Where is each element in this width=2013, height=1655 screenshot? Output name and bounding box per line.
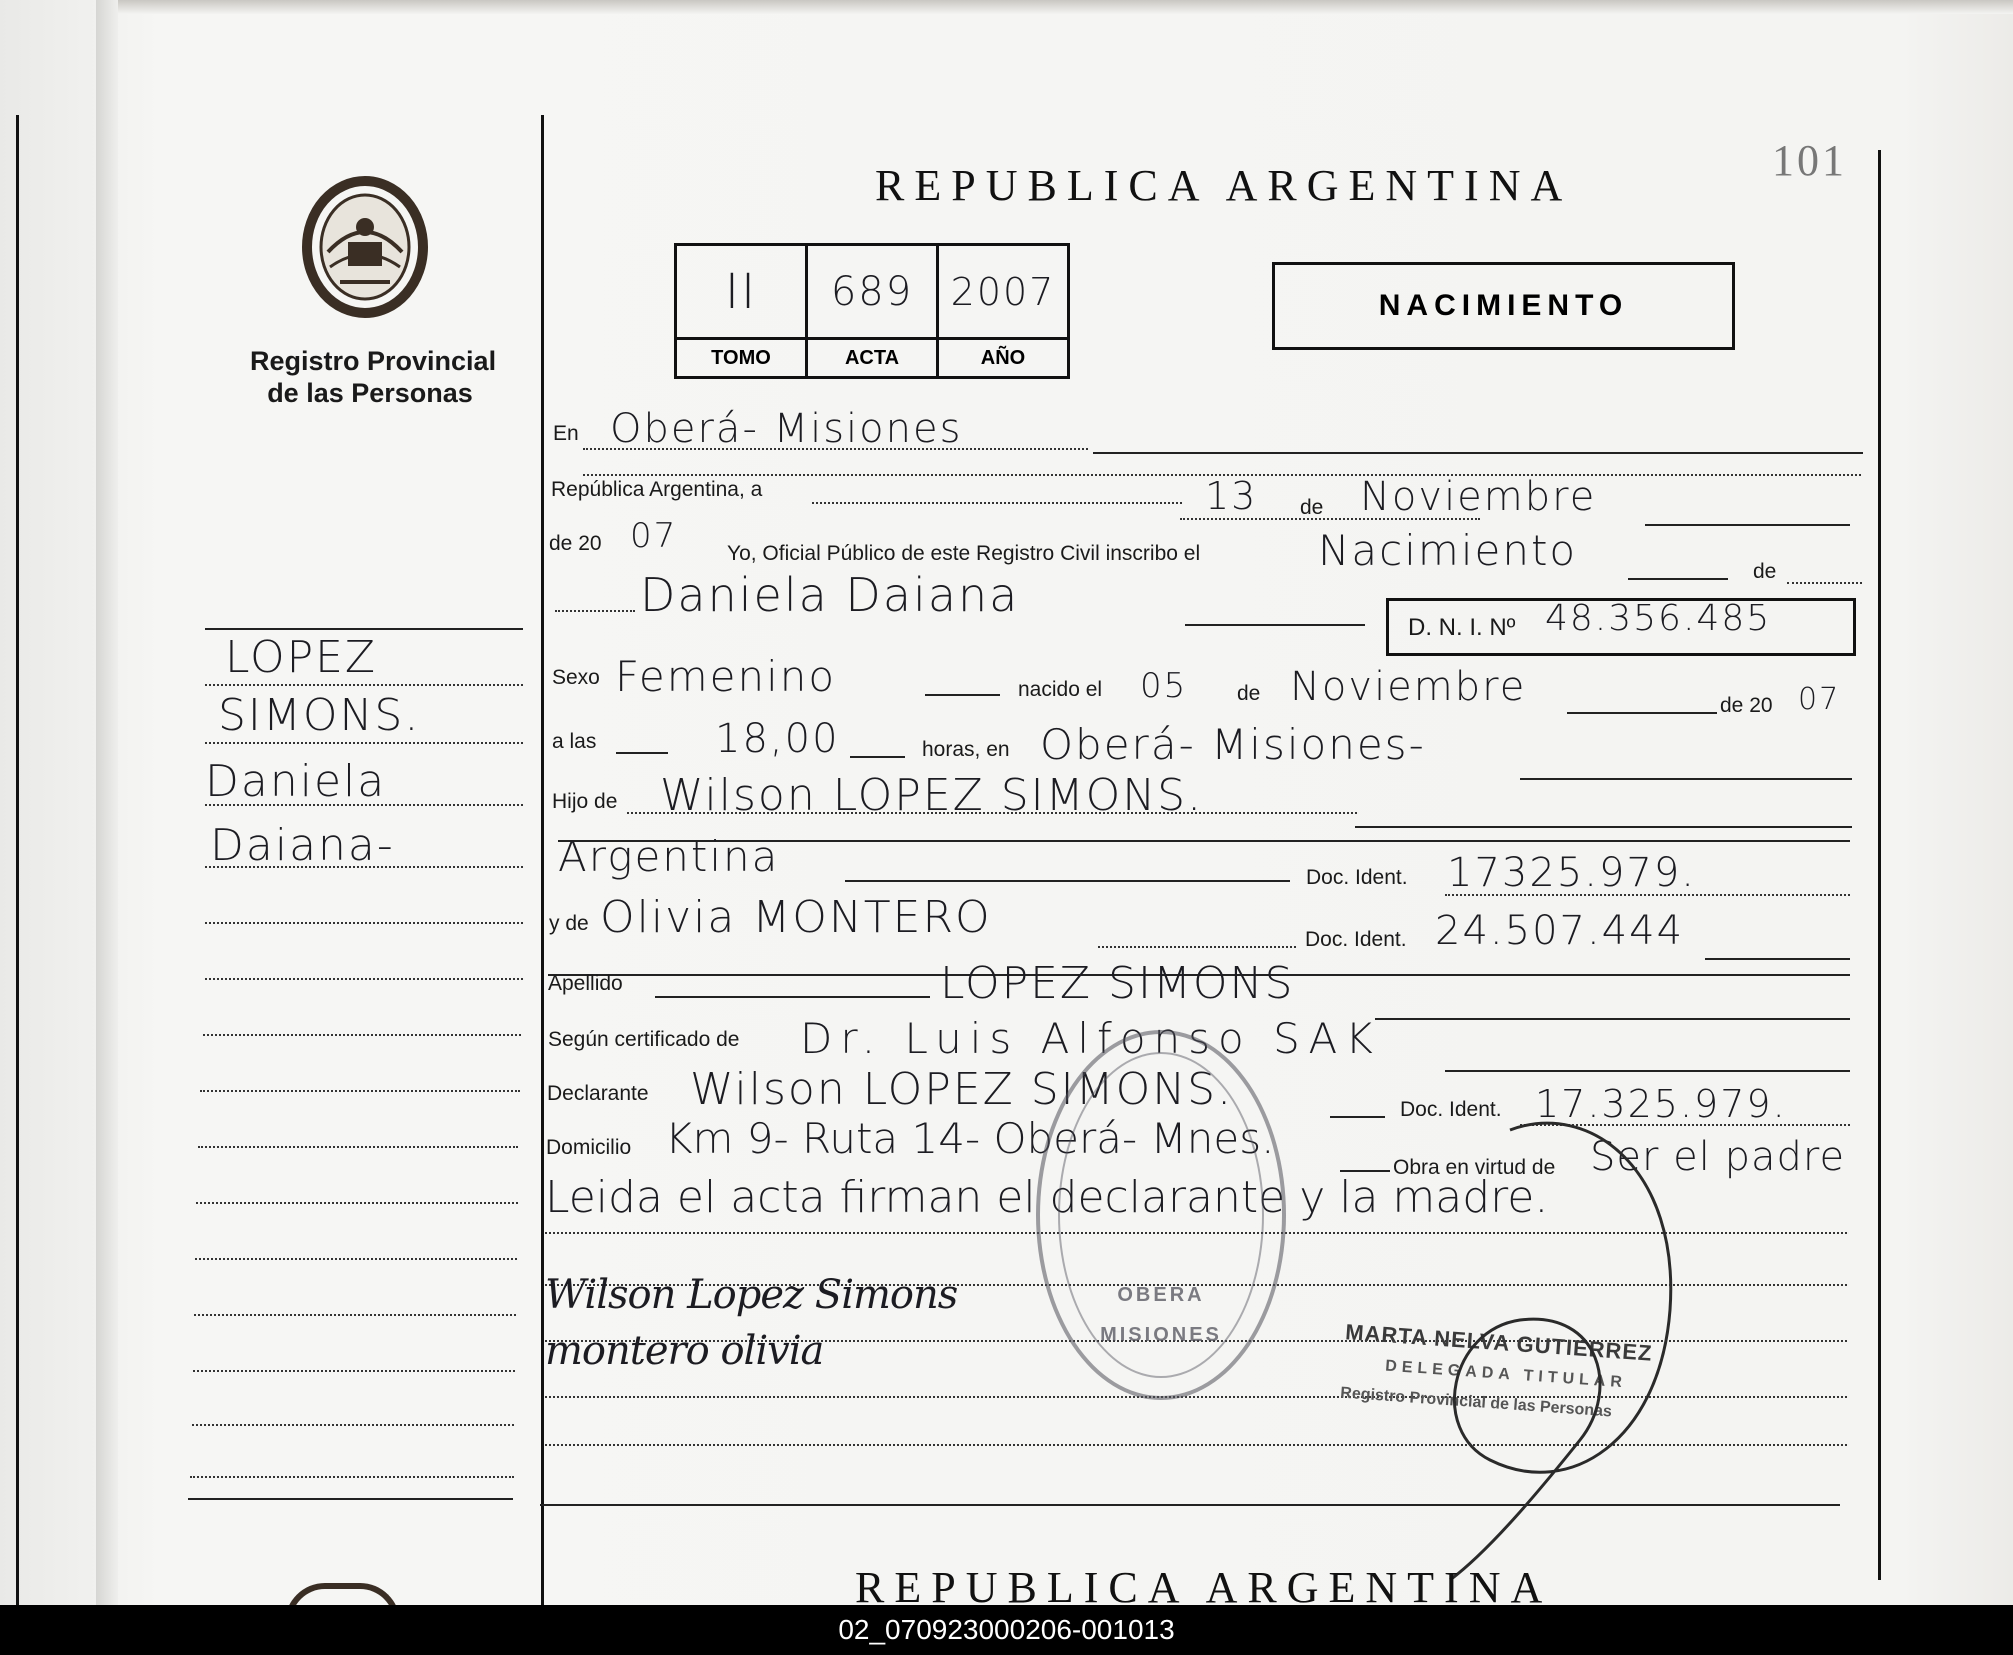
apellido-value: LOPEZ SIMONS <box>940 958 1295 1009</box>
month-dotline <box>1180 518 1480 520</box>
margin-dotline-1 <box>205 684 523 686</box>
record-type-box <box>1272 262 1735 350</box>
en-label: En <box>553 422 579 445</box>
margin-column-divider <box>541 115 544 1605</box>
official-title-stamp: DELEGADA TITULAR <box>1384 1357 1628 1392</box>
page-top-shadow <box>118 0 2013 14</box>
leida-value: Leida el acta firman el declarante y la madre. <box>545 1172 1549 1223</box>
nombre-solidline <box>1185 624 1365 626</box>
alas-label: a las <box>552 730 597 753</box>
margin-dotline-8 <box>200 1090 520 1092</box>
hijo-label: Hijo de <box>552 790 618 813</box>
horas-en-label: horas, en <box>922 738 1010 761</box>
nacido-month-solidline <box>1567 712 1717 714</box>
left-page-edge-line <box>16 115 19 1605</box>
padre-dotline <box>627 812 1357 814</box>
nacido-label: nacido el <box>1018 678 1103 701</box>
margin-dotline-7 <box>203 1034 521 1036</box>
official-name-stamp: MARTA NELVA GUTIERREZ <box>1344 1319 1654 1366</box>
bottom-seal-logo-partial <box>285 1583 400 1605</box>
nacido-day: 05 <box>1140 666 1188 706</box>
month-value: Noviembre <box>1360 474 1597 520</box>
margin-dotline-4 <box>205 866 523 868</box>
record-type-label: NACIMIENTO <box>1378 289 1629 322</box>
domicilio-value: Km 9- Ruta 14- Oberá- Mnes. <box>665 1114 1275 1163</box>
nacido-year: 07 <box>1798 682 1841 717</box>
apellido-label: Apellido <box>548 972 623 995</box>
margin-dotline-13 <box>193 1370 515 1372</box>
acta-value: 689 <box>830 268 914 315</box>
round-stamp-city: OBERA <box>1117 1284 1205 1306</box>
madre-doc-solidline <box>1705 958 1850 960</box>
padre-nacionalidad: Argentina <box>558 832 780 881</box>
acta-label: ACTA <box>844 346 900 369</box>
de-dotline-2 <box>1787 582 1862 584</box>
hora-value: 18,00 <box>715 716 840 762</box>
dni-label: D. N. I. Nº <box>1408 614 1516 641</box>
year-value: 07 <box>630 516 678 556</box>
padre-solidline <box>1355 826 1852 828</box>
nacido-month: Noviembre <box>1290 664 1527 710</box>
madre-doc-value: 24.507.444 <box>1435 908 1685 954</box>
nombre-value: Daniela Daiana <box>640 568 1020 622</box>
margin-line-3: Daniela <box>205 756 387 807</box>
margin-bottom-line <box>188 1498 513 1500</box>
month-solidline <box>1645 524 1850 526</box>
record-number-box <box>674 243 1070 379</box>
obra-value: Ser el padre <box>1590 1134 1846 1180</box>
yde-label: y de <box>549 912 589 935</box>
doc-ident-label-1: Doc. Ident. <box>1306 866 1408 889</box>
republica-label: República Argentina, a <box>551 478 763 501</box>
en-dotline <box>583 448 1088 450</box>
de-label-2: de <box>1753 560 1777 583</box>
margin-dotline-12 <box>194 1314 516 1316</box>
doc-ident-label-3: Doc. Ident. <box>1400 1098 1502 1121</box>
domicilio-label: Domicilio <box>546 1136 632 1159</box>
margin-dotline-2 <box>205 742 523 744</box>
registry-name-line1: Registro Provincial <box>250 346 497 376</box>
margin-dotline-11 <box>195 1258 517 1260</box>
padre-value: Wilson LOPEZ SIMONS. <box>660 770 1204 821</box>
margin-dotline-6 <box>205 978 523 980</box>
medico-solidline <box>1445 1070 1850 1072</box>
official-org-stamp: Registro Provincial de las Personas <box>1339 1384 1613 1421</box>
tomo-value: II <box>724 263 758 320</box>
nac-solidline <box>845 880 1290 882</box>
anio-value: 2007 <box>950 269 1056 314</box>
lugar-solidline <box>1520 778 1852 780</box>
yo-oficial-label: Yo, Oficial Público de este Registro Civil inscribo el <box>727 542 1201 565</box>
margin-line-4: Daiana- <box>210 820 395 871</box>
sexo-value: Femenino <box>615 652 837 701</box>
signature-father: Wilson Lopez Simons <box>545 1272 958 1318</box>
lugar-value: Oberá- Misiones- <box>1040 720 1426 769</box>
de20-label-2: de 20 <box>1720 694 1773 717</box>
margin-line-1: LOPEZ <box>225 632 378 683</box>
registrar-signature-loop <box>1430 1110 1710 1590</box>
medico-value: Dr. Luis Alfonso SAK <box>800 1014 1381 1063</box>
segun-label: Según certificado de <box>548 1028 740 1051</box>
margin-dotline-3 <box>205 804 523 806</box>
declarante-value: Wilson LOPEZ SIMONS. <box>690 1064 1234 1115</box>
alas-solidline <box>616 752 668 754</box>
round-official-stamp <box>1036 1030 1286 1400</box>
en-solidline <box>1093 452 1863 454</box>
registry-name-line2: de las Personas <box>267 378 473 408</box>
page-number: 101 <box>1772 136 1847 185</box>
inscribo-solidline <box>1628 578 1728 580</box>
padre-doc-value: 17325.979. <box>1447 850 1697 896</box>
de20-label: de 20 <box>549 532 602 555</box>
anio-label: AÑO <box>980 346 1026 369</box>
country-title: REPUBLICA ARGENTINA <box>875 161 1573 210</box>
inscribo-value: Nacimiento <box>1318 526 1578 575</box>
madre-value: Olivia MONTERO <box>600 892 992 943</box>
sexo-solidline <box>925 694 1000 696</box>
margin-line-2: SIMONS. <box>218 690 421 741</box>
sexo-label: Sexo <box>552 666 600 689</box>
doc-ident-label-2: Doc. Ident. <box>1305 928 1407 951</box>
province-seal-logo <box>300 172 430 322</box>
declarante-doc-value: 17.325.979. <box>1535 1082 1787 1126</box>
declarante-solidline <box>1330 1116 1385 1118</box>
margin-dotline-10 <box>196 1202 518 1204</box>
right-border-line <box>1878 150 1881 1580</box>
declarante-label: Declarante <box>547 1082 649 1105</box>
en-value: Oberá- Misiones <box>610 406 963 452</box>
hora-solidline <box>850 756 905 758</box>
padre-doc-dotline <box>1445 894 1850 896</box>
madre-dotline <box>1098 946 1296 948</box>
republica-dotline <box>812 502 1182 504</box>
margin-dotline-14 <box>192 1424 514 1426</box>
nombre-dotline-start <box>555 610 635 612</box>
round-stamp-province: MISIONES <box>1100 1324 1222 1346</box>
signature-mother: montero olivia <box>545 1328 824 1374</box>
image-id-footer: 02_070923000206-001013 <box>0 1605 2013 1655</box>
margin-dotline-9 <box>198 1146 518 1148</box>
tomo-label: TOMO <box>711 346 771 369</box>
next-page-title: REPUBLICA ARGENTINA <box>855 1563 1553 1605</box>
book-spine <box>96 0 118 1605</box>
de-label-3: de <box>1237 682 1261 705</box>
de-label-1: de <box>1300 496 1324 519</box>
margin-dotline-15 <box>190 1476 514 1478</box>
margin-top-line <box>205 628 523 630</box>
apellido-solidline-1 <box>655 996 930 998</box>
apellido-solidline-2 <box>1375 1018 1850 1020</box>
margin-dotline-5 <box>205 922 523 924</box>
dni-value: 48.356.485 <box>1545 598 1772 639</box>
obra-label: Obra en virtud de <box>1393 1156 1556 1179</box>
day-value: 13 <box>1205 474 1258 518</box>
